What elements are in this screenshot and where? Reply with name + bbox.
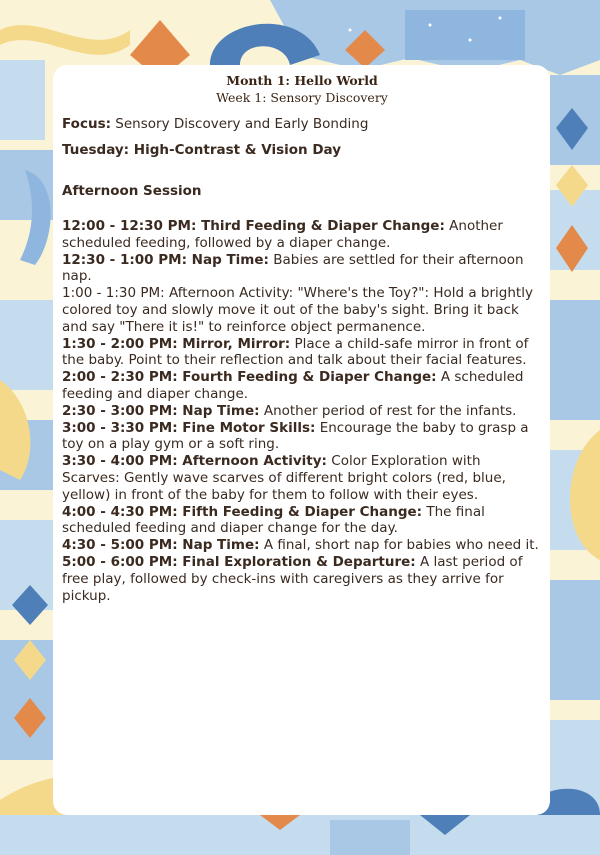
entry-description: Color Exploration with Scarves: Gently wave scarves of different bright colors (red, blue, yellow) in front of the baby for them to follow with their eyes.	[62, 453, 506, 503]
focus-label: Focus:	[62, 116, 111, 132]
schedule-entry	[62, 420, 542, 454]
entry-time-title: 3:00 - 3:30 PM: Fine Motor Skills:	[62, 419, 316, 436]
day-title: Tuesday: High-Contrast & Vision Day	[62, 142, 342, 158]
entry-description: Place a child-safe mirror in front of the baby. Point to their reflection and talk about their facial features.	[62, 335, 529, 369]
entry-time-title: 2:00 - 2:30 PM: Fourth Feeding & Diaper Change:	[62, 369, 437, 386]
schedule-entry	[62, 369, 542, 403]
schedule-entry	[62, 504, 542, 538]
entry-description: A scheduled feeding and diaper change.	[62, 369, 524, 402]
entry-description: Babies are settled for their afternoon nap.	[62, 251, 524, 285]
schedule-entry	[62, 252, 542, 286]
schedule-entry	[62, 336, 542, 370]
focus-text: Sensory Discovery and Early Bonding	[115, 116, 369, 132]
schedule-entry	[62, 453, 542, 503]
month-title: Month 1: Hello World	[226, 73, 378, 88]
entry-description: Another period of rest for the infants.	[263, 402, 517, 419]
entry-time-title: 12:30 - 1:00 PM: Nap Time:	[62, 251, 269, 268]
entry-description: Encourage the baby to grasp a toy on a play gym or a soft ring.	[62, 419, 529, 453]
focus-line	[62, 116, 542, 133]
content-card	[53, 65, 550, 815]
entry-time-title: 1:30 - 2:00 PM: Mirror, Mirror:	[62, 335, 291, 352]
entry-time-title: 12:00 - 12:30 PM: Third Feeding & Diaper Change:	[62, 218, 445, 234]
entry-time-title: 5:00 - 6:00 PM: Final Exploration & Departure:	[62, 553, 416, 570]
entry-description: A final, short nap for babies who need it.	[263, 537, 539, 554]
schedule-entry	[62, 554, 542, 604]
entry-description: The final scheduled feeding and diaper change for the day.	[62, 503, 485, 537]
schedule-entry	[62, 537, 542, 554]
session-title: Afternoon Session	[62, 183, 202, 199]
schedule-entry	[62, 285, 542, 335]
entry-description: Another scheduled feeding, followed by a diaper change.	[62, 218, 503, 251]
schedule-entry	[62, 218, 542, 252]
entry-description: 1:00 - 1:30 PM: Afternoon Activity: "Where's the Toy?": Hold a brightly colored toy and slowly move it out of the baby's sight. Bring it back and say "There it is!" to reinforce object permanence.	[62, 285, 533, 335]
schedule-entry	[62, 403, 542, 420]
entry-time-title: 2:30 - 3:00 PM: Nap Time:	[62, 402, 260, 419]
entry-time-title: 3:30 - 4:00 PM: Afternoon Activity:	[62, 453, 327, 470]
week-title: Week 1: Sensory Discovery	[216, 90, 388, 105]
schedule-list	[62, 218, 542, 604]
entry-description: A last period of free play, followed by check-ins with caregivers as they arrive for pickup.	[62, 553, 523, 604]
entry-time-title: 4:30 - 5:00 PM: Nap Time:	[62, 537, 260, 554]
entry-time-title: 4:00 - 4:30 PM: Fifth Feeding & Diaper Change:	[62, 503, 423, 520]
